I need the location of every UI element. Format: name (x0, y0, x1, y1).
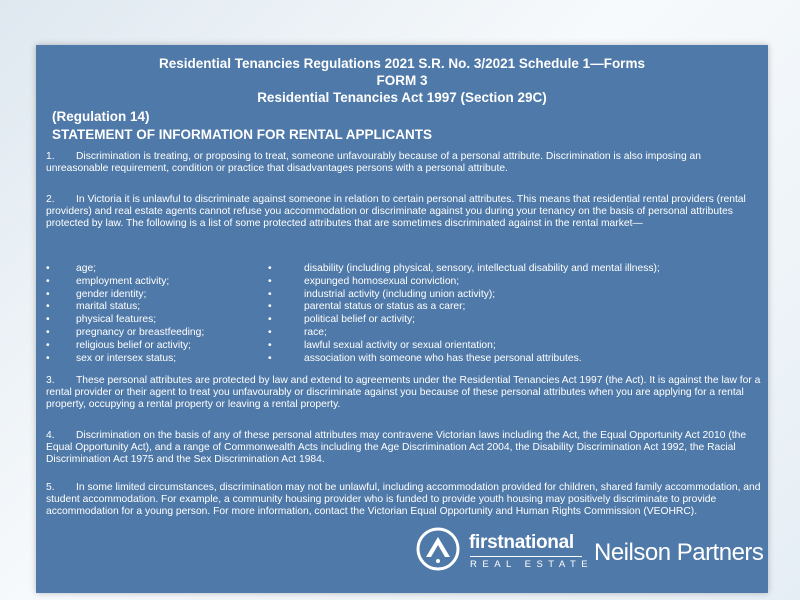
paragraph-3 (46, 375, 766, 412)
attribute-text: race; (304, 326, 327, 338)
bullet-icon: • (46, 275, 50, 287)
list-item (46, 289, 276, 302)
office-name: Neilson Partners (594, 539, 764, 566)
list-item (268, 340, 768, 353)
bullet-icon: • (46, 326, 50, 338)
paragraph-number: 2. (46, 194, 55, 205)
attribute-text: employment activity; (76, 275, 170, 287)
bullet-icon: • (268, 288, 272, 300)
list-item (46, 276, 276, 289)
list-item (46, 263, 276, 276)
bullet-icon: • (46, 263, 50, 274)
bullet-icon: • (268, 301, 272, 313)
first-national-logo-icon (416, 527, 460, 571)
paragraph-2 (46, 194, 766, 231)
document-panel (36, 45, 768, 593)
attribute-text: marital status; (76, 301, 141, 313)
list-item (46, 314, 276, 327)
list-item (268, 289, 768, 302)
header-regulations-line: Residential Tenancies Regulations 2021 S.R. No. 3/2021 Schedule 1—Forms (159, 56, 645, 71)
bullet-icon: • (46, 339, 50, 351)
bullet-icon: • (268, 263, 272, 274)
list-item (268, 353, 768, 366)
bullet-icon: • (268, 352, 272, 364)
attribute-text: disability (including physical, sensory, intellectual disability and mental illness); (304, 263, 660, 274)
list-item (268, 327, 768, 340)
paragraph-5 (46, 482, 766, 519)
paragraph-4 (46, 430, 766, 467)
list-item (268, 314, 768, 327)
list-item (268, 263, 768, 276)
form-header (36, 55, 768, 106)
bullet-icon: • (268, 275, 272, 287)
attribute-text: gender identity; (76, 288, 147, 300)
list-item (268, 276, 768, 289)
paragraph-text: Discrimination on the basis of any of these personal attributes may contravene Victorian laws including the Act, the Equal Opportunity Act 2010 (the Equal Opportunity Act), and a range of Commonwealth Acts including the Age Discrimination Act 2004, the Disability Discrimination Act 1992, the Racial Discrimination Act 1975 and the Sex Discrimination Act 1984. (46, 430, 747, 466)
brand-subtitle: REAL ESTATE (470, 559, 594, 570)
brand-name: firstnational (469, 532, 574, 553)
agency-logo (416, 525, 764, 587)
paragraph-text: In some limited circumstances, discrimination may not be unlawful, including accommodation provided for children, shared family accommodation, and student accommodation. For example, a community housing provider who is funded to provide youth housing may positively discriminate to provide accommodation for a young person. For more information, contact the Victorian Equal Opportunity and Human Rights Commission (VEOHRC). (46, 482, 761, 518)
header-form-number: FORM 3 (376, 73, 428, 88)
attribute-text: parental status or status as a carer; (304, 301, 466, 313)
list-item (268, 301, 768, 314)
paragraph-number: 1. (46, 151, 55, 162)
paragraph-text: Discrimination is treating, or proposing to treat, someone unfavourably because of a personal attribute. Discrimination is also imposing an unreasonable requirement, condition or practice that disadvantages persons with a personal attribute. (46, 151, 701, 175)
bullet-icon: • (46, 288, 50, 300)
bullet-icon: • (46, 301, 50, 313)
attribute-text: age; (76, 263, 97, 274)
attribute-text: religious belief or activity; (76, 339, 192, 351)
attribute-text: industrial activity (including union activity); (304, 288, 496, 300)
logo-divider (470, 556, 582, 557)
bullet-icon: • (268, 326, 272, 338)
list-item (46, 327, 276, 340)
list-item (46, 340, 276, 353)
bullet-icon: • (46, 314, 50, 326)
header-act-line: Residential Tenancies Act 1997 (Section 29C) (257, 90, 547, 105)
attribute-text: political belief or activity; (304, 314, 416, 326)
paragraph-number: 3. (46, 375, 55, 386)
attribute-text: pregnancy or breastfeeding; (76, 326, 205, 338)
attribute-text: association with someone who has these personal attributes. (304, 352, 582, 364)
paragraph-text: In Victoria it is unlawful to discriminate against someone in relation to certain personal attributes. This means that residential rental providers (rental providers) and real estate agents cannot refuse you accommodation or discriminate against you during your tenancy on the basis of personal attributes protected by law. The following is a list of some protected attributes that are sometimes discriminated against in the rental market— (46, 194, 746, 230)
paragraph-1 (46, 151, 766, 175)
statement-title: STATEMENT OF INFORMATION FOR RENTAL APPLICANTS (52, 127, 432, 142)
attributes-column-left (46, 263, 276, 365)
bullet-icon: • (268, 339, 272, 351)
paragraph-number: 4. (46, 430, 55, 441)
attribute-text: physical features; (76, 314, 157, 326)
bullet-icon: • (46, 352, 50, 364)
paragraph-text: These personal attributes are protected by law and extend to agreements under the Residential Tenancies Act 1997 (the Act). It is against the law for a rental provider or their agent to treat you unfavourably or discriminate against you because of these personal attributes when you are applying for a rental property, occupying a rental property or leaving a rental property. (46, 375, 761, 411)
attribute-text: expunged homosexual conviction; (304, 275, 460, 287)
regulation-reference: (Regulation 14) (52, 109, 150, 124)
attribute-text: sex or intersex status; (76, 352, 177, 364)
list-item (46, 353, 276, 366)
attributes-column-right (268, 263, 768, 365)
attribute-text: lawful sexual activity or sexual orientation; (304, 339, 496, 351)
paragraph-number: 5. (46, 482, 55, 493)
list-item (46, 301, 276, 314)
bullet-icon: • (268, 314, 272, 326)
